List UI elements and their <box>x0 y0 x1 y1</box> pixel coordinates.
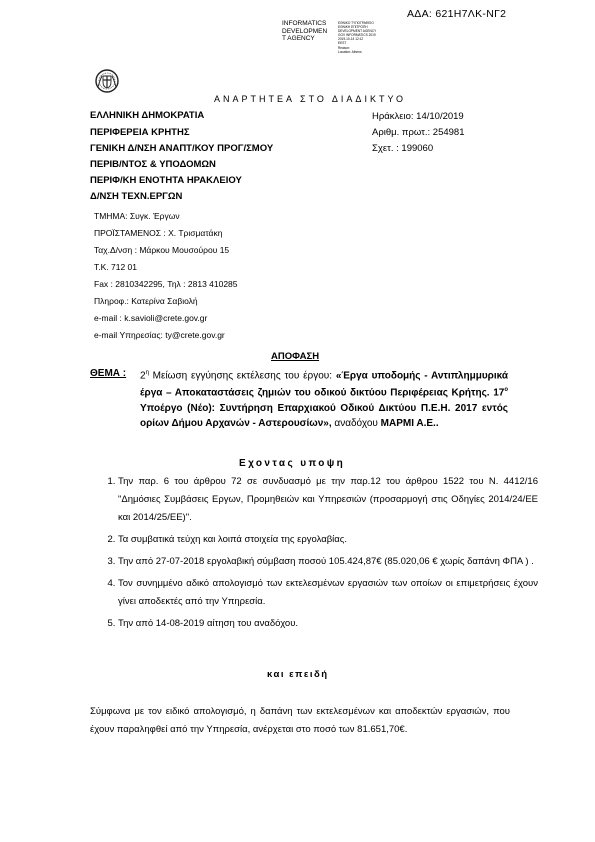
subject-prefix: 2 <box>140 370 146 382</box>
final-paragraph: Σύμφωνα με τον ειδικό απολογισμό, η δαπάνη των εκτελεσμένων και αποδεκτών εργασιών, που έχουν παραληφθεί από την Υπηρεσία, ανέρχεται στο ποσό των 81.651,70€. <box>90 706 510 735</box>
contact-address: Ταχ.Δ/νση : Μάρκου Μουσούρου 15 <box>94 245 230 255</box>
protocol-number: Αριθμ. πρωτ.: 254981 <box>372 127 465 138</box>
signature-detail: ΕΘΝΙΚΟ ΤΥΠΟΓΡΑΦΕΙΟ <box>338 21 374 25</box>
signature-detail: DEVELOPMENT AGENCY <box>338 29 377 34</box>
agency-line-1: INFORMATICS <box>282 20 327 27</box>
signature-detail: ΕΘΝΙΚΗ ΕΠΙΤΡΟΠΗ <box>338 25 368 30</box>
agency-line-3: T AGENCY <box>282 35 315 42</box>
subject-label: ΘΕΜΑ : <box>90 368 127 379</box>
subject-text <box>140 366 508 431</box>
signature-detail: Reason: <box>338 45 350 50</box>
publish-online-label: ΑΝΑΡΤΗΤΕΑ ΣΤΟ ΔΙΑΔΙΚΤΥΟ <box>214 94 406 104</box>
header-line-directorate: ΓΕΝΙΚΗ Δ/ΝΣΗ ΑΝΑΠΤ/ΚΟΥ ΠΡΟΓ/ΣΜΟΥ <box>90 143 274 154</box>
contact-service-email[interactable]: e-mail Υπηρεσίας: ty@crete.gov.gr <box>94 330 225 340</box>
contact-email[interactable]: e-mail : k.savioli@crete.gov.gr <box>94 313 208 323</box>
signature-detail: Location: Athens <box>338 49 362 54</box>
signature-detail: GOV INFORMATICS 2019 <box>338 33 376 38</box>
document-date: Ηράκλειο: 14/10/2019 <box>372 111 464 122</box>
header-line-environment: ΠΕΡΙΒ/ΝΤΟΣ & ΥΠΟΔΟΜΩΝ <box>90 159 216 170</box>
list-item: 3. Την από 27-07-2018 εργολαβική σύμβαση ποσού 105.424,87€ (85.020,06 € χωρίς δαπάνη ΦΠΑ ) . <box>118 553 538 571</box>
list-item: 4. Τον συνημμένο αδικό απολογισμό των εκτελεσμένων εργασιών των οποίων οι επιμετρήσεις έχουν γίνει αποδεκτές από την Υπηρεσία. <box>118 575 538 611</box>
list-item: 1. Την παρ. 6 του άρθρου 72 σε συνδυασμό με την παρ.12 του άρθρου 1522 του Ν. 4412/16 "Δημόσιες Συμβάσεις Εργων, Προμηθειών και Υπηρεσιών (προσαρμογή στις Οδηγίες 2014/24/ΕΕ και 2014/25/ΕΕ)". <box>118 473 538 527</box>
decision-title: ΑΠΟΦΑΣΗ <box>271 351 320 362</box>
whereas-title: και επειδή <box>267 669 329 680</box>
related-reference: Σχετ. : 199060 <box>372 143 434 154</box>
signature-detail: 2019-10-14 12:12 <box>338 37 364 42</box>
project-title-part1: «Έργα υποδομής - Αντιπλημμυρικά έργα – Αποκαταστάσεις ζημιών του οδικού δικτύου Περιφέρειας Κρήτης. 17 <box>140 370 509 399</box>
contact-head: ΠΡΟΪΣΤΑΜΕΝΟΣ : Χ. Τρισματάκη <box>94 228 223 238</box>
contact-postcode: Τ.Κ. 712 01 <box>94 262 138 272</box>
subject-plain: Μείωση εγγύησης εκτέλεσης του έργου: <box>148 370 336 382</box>
considering-title: Εχοντας υποψη <box>239 458 346 469</box>
contact-department: ΤΜΗΜΑ: Συγκ. Έργων <box>94 211 180 221</box>
header-line-republic: ΕΛΛΗΝΙΚΗ ΔΗΜΟΚΡΑΤΙΑ <box>90 110 205 121</box>
list-item: 2. Τα συμβατικά τεύχη και λοιπά στοιχεία της εργολαβίας. <box>118 531 538 549</box>
subject-sup: η <box>145 370 149 376</box>
ada-code: ΑΔΑ: 621Η7ΛΚ-ΝΓ2 <box>407 8 507 20</box>
list-item: 5. Την από 14-08-2019 αίτηση του αναδόχου. <box>118 615 538 633</box>
project-title-part2: Υποέργο (Νέο): Συντήρηση Επαρχιακού Οδικού Δικτύου Π.Ε.Η. 2017 εντός ορίων Δήμου Αρχανών - Αστερουσίων», <box>140 402 508 429</box>
greek-emblem-icon <box>94 68 120 94</box>
header-line-regional-unit: ΠΕΡΙΦ/ΚΗ ΕΝΟΤΗΤΑ ΗΡΑΚΛΕΙΟΥ <box>90 175 242 186</box>
subject-plain2: αναδόχου <box>331 417 381 429</box>
contact-info-person: Πληροφ.: Κατερίνα Σαβιολή <box>94 296 198 306</box>
digital-signature-stamp <box>282 20 402 54</box>
header-line-technical-works: Δ/ΝΣΗ ΤΕΧΝ.ΕΡΓΩΝ <box>90 191 183 202</box>
contractor-name: ΜΑΡΜΙ Α.Ε.. <box>380 417 439 429</box>
agency-line-2: DEVELOPMEN <box>282 27 328 35</box>
header-line-region: ΠΕΡΙΦΕΡΕΙΑ ΚΡΗΤΗΣ <box>90 127 190 138</box>
considerations-list <box>90 473 538 637</box>
contact-phone-fax: Fax : 2810342295, Τηλ : 2813 410285 <box>94 279 238 289</box>
subject-sup2: ο <box>504 387 508 394</box>
signature-detail: EEST <box>338 41 347 46</box>
